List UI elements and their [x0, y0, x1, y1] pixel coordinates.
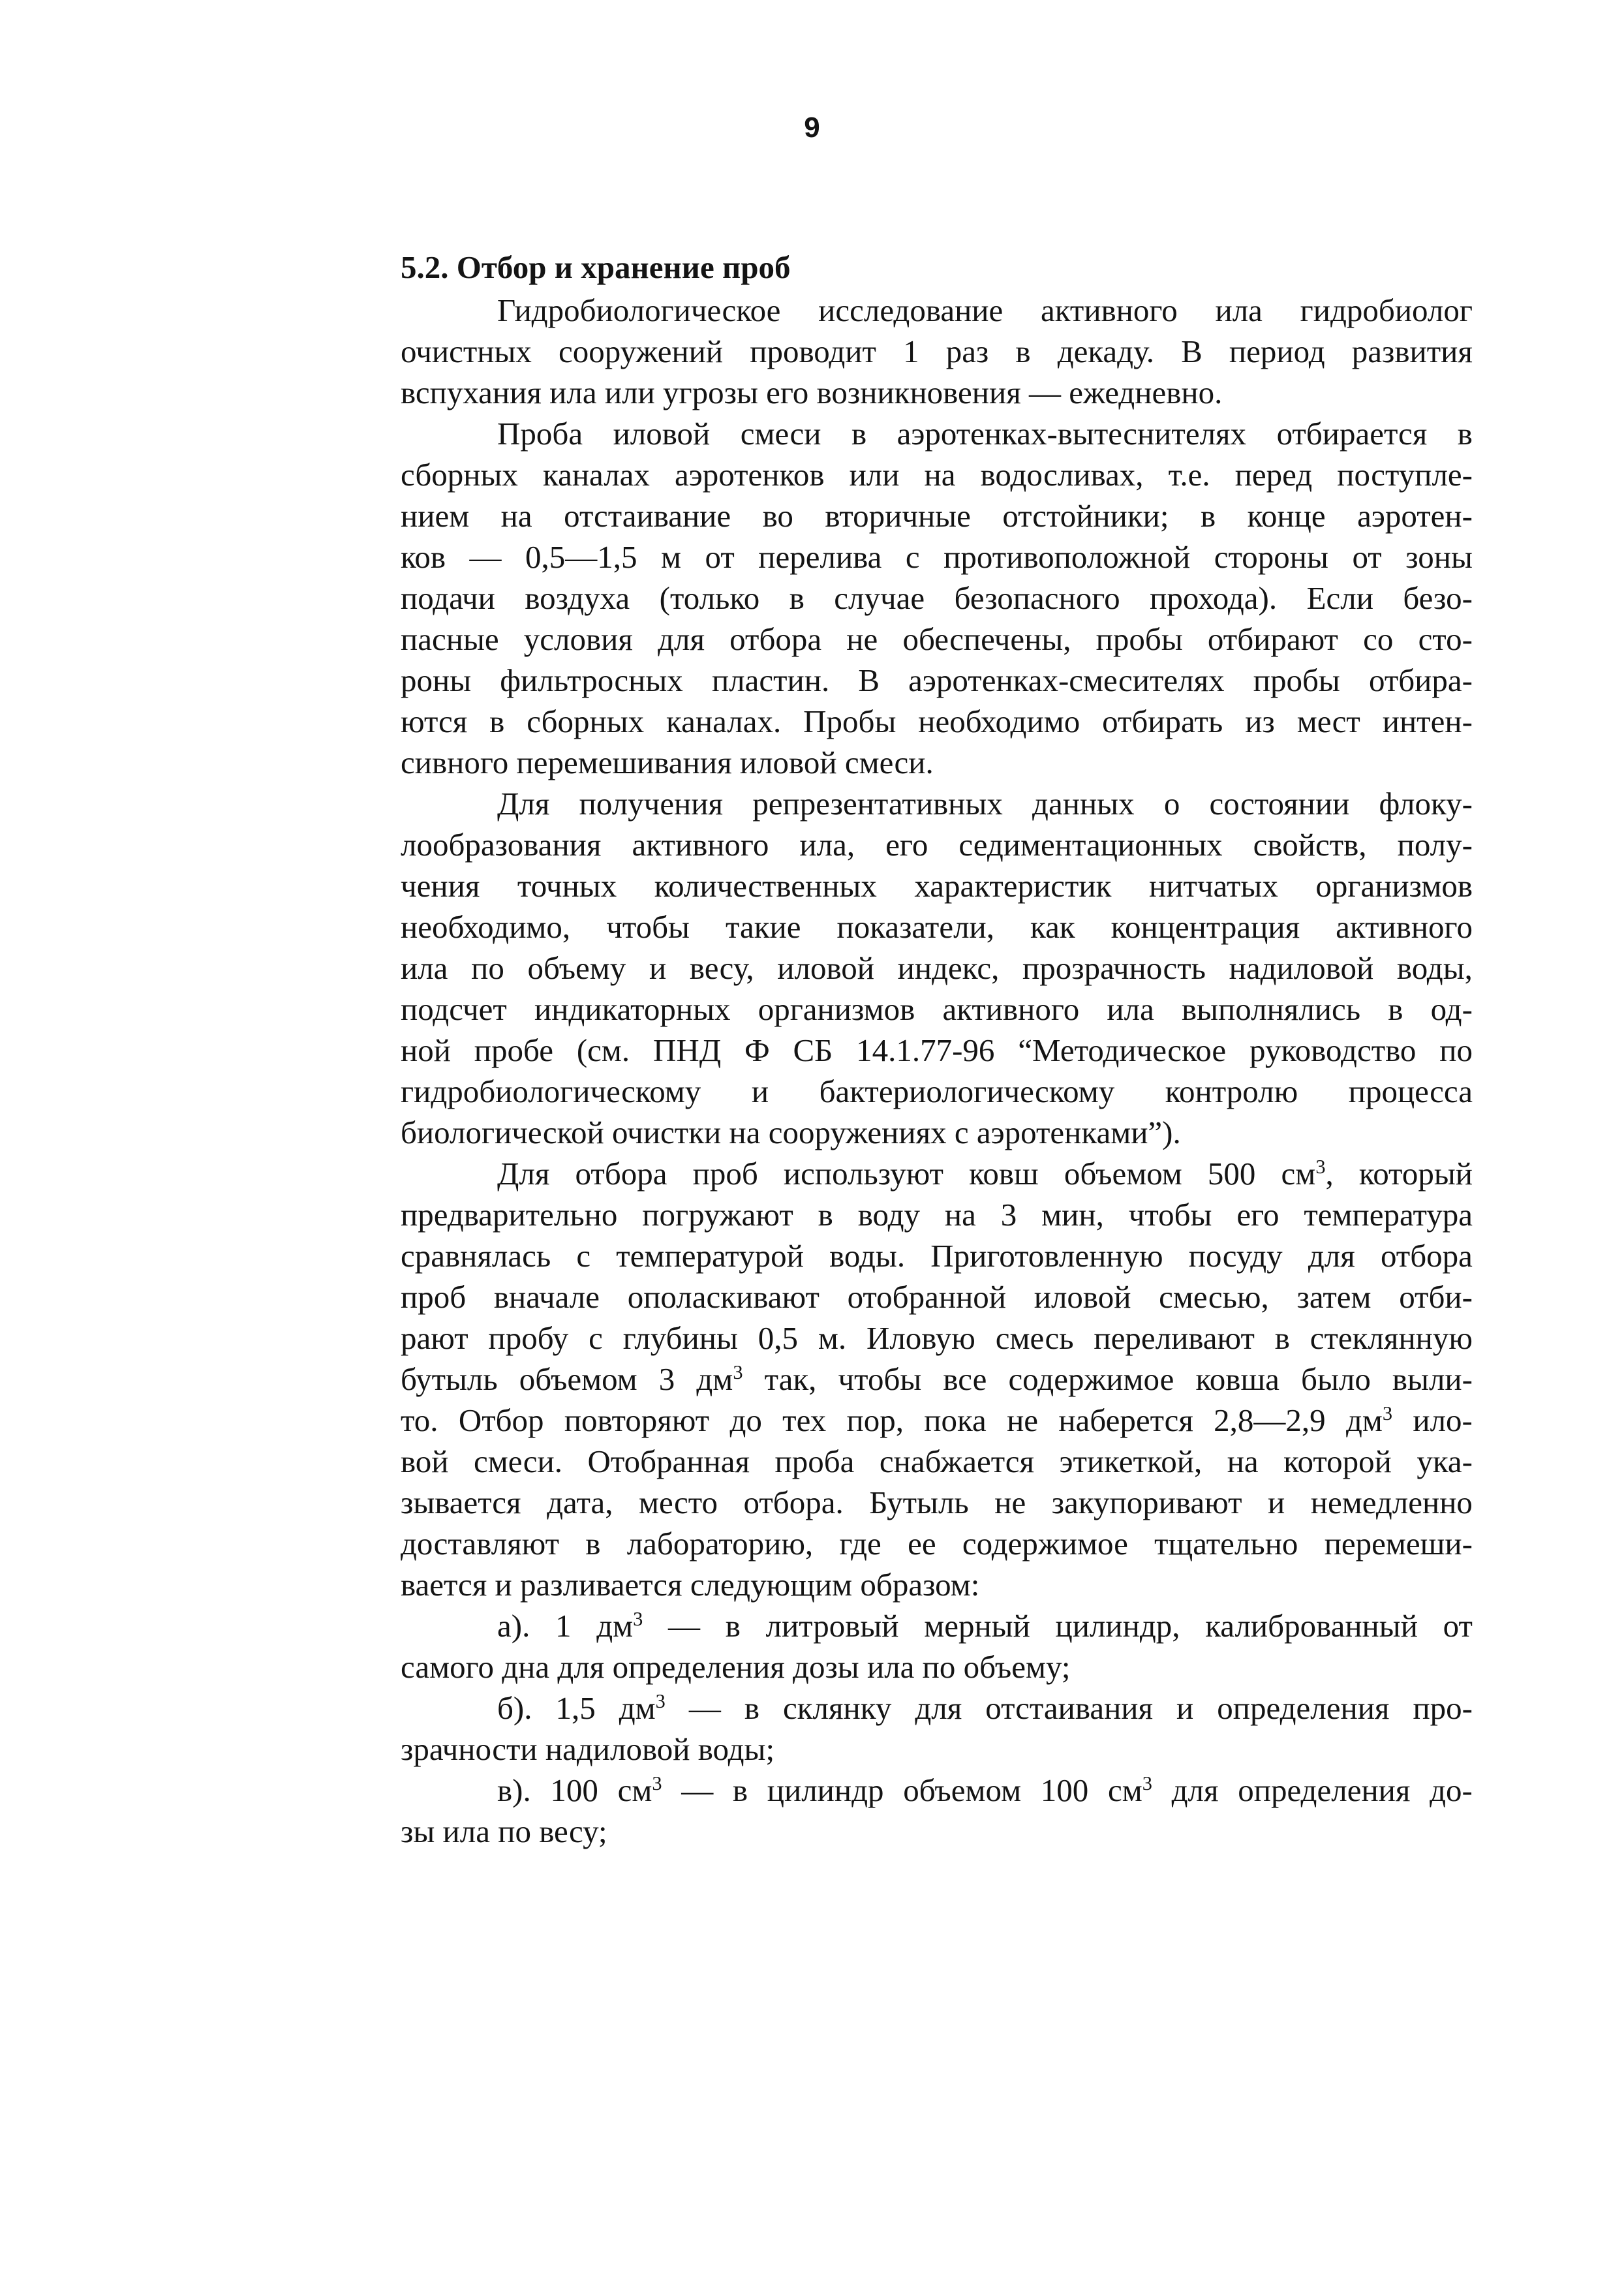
text-line: ной пробе (см. ПНД Ф СБ 14.1.77-96 “Методическое руководство по: [401, 1032, 1473, 1068]
text-line: чения точных количественных характеристик нитчатых организмов: [401, 868, 1473, 904]
text-line: в). 100 $см^3$ — в цилиндр объемом 100 $см^3$ для определения до-: [497, 1772, 1473, 1808]
paragraph: [401, 413, 1473, 783]
text-line: гидробиологическому и бактериологическому контролю процесса: [401, 1073, 1473, 1109]
text-line: пасные условия для отбора не обеспечены, пробы отбирают со сто-: [401, 621, 1473, 657]
text-line: вой смеси. Отобранная проба снабжается этикеткой, на которой ука-: [401, 1443, 1473, 1479]
text-line: сивного перемешивания иловой смеси.: [401, 745, 934, 780]
text-line: предварительно погружают в воду на 3 мин, чтобы его температура: [401, 1197, 1473, 1233]
text-line: зывается дата, место отбора. Бутыль не закупоривают и немедленно: [401, 1485, 1473, 1520]
paragraph: [401, 290, 1473, 413]
paragraph: [401, 1153, 1473, 1605]
text-line: ются в сборных каналах. Пробы необходимо отбирать из мест интен-: [401, 703, 1473, 739]
text-line: то. Отбор повторяют до тех пор, пока не наберется 2,8—2,9 $дм^3$ ило-: [401, 1402, 1473, 1438]
text-line: Для получения репрезентативных данных о состоянии флоку-: [497, 786, 1473, 822]
text-line: Гидробиологическое исследование активного ила гидробиолог: [497, 292, 1473, 328]
text-line: зрачности надиловой воды;: [401, 1731, 775, 1767]
text-line: бутыль объемом 3 $дм^3$ так, чтобы все содержимое ковша было выли-: [401, 1361, 1473, 1397]
text-line: доставляют в лабораторию, где ее содержимое тщательно перемеши-: [401, 1526, 1473, 1562]
text-line: сборных каналах аэротенков или на водосливах, т.е. перед поступле-: [401, 457, 1473, 493]
text-line: проб вначале ополаскивают отобранной иловой смесью, затем отби-: [401, 1279, 1473, 1315]
section-heading: 5.2. Отбор и хранение проб: [401, 249, 791, 285]
text-line: зы ила по весу;: [401, 1813, 607, 1849]
text-line: сравнялась с температурой воды. Приготовленную посуду для отбора: [401, 1238, 1473, 1274]
text-line: роны фильтросных пластин. В аэротенках-смесителях пробы отбира-: [401, 662, 1473, 698]
text-line: биологической очистки на сооружениях с аэротенками”).: [401, 1115, 1181, 1150]
text-line: ков — 0,5—1,5 м от перелива с противоположной стороны от зоны: [401, 539, 1473, 575]
text-line: самого дна для определения дозы ила по объему;: [401, 1649, 1071, 1685]
text-line: вспухания ила или угрозы его возникновения — ежедневно.: [401, 375, 1223, 410]
text-line: нием на отстаивание во вторичные отстойники; в конце аэротен-: [401, 498, 1473, 534]
text-line: а). 1 $дм^3$ — в литровый мерный цилиндр, калиброванный от: [497, 1608, 1473, 1644]
paragraph: [401, 1770, 1473, 1852]
paragraph: [401, 783, 1473, 1153]
text-line: очистных сооружений проводит 1 раз в декаду. В период развития: [401, 333, 1473, 369]
page-number: 9: [804, 112, 820, 144]
text-line: ила по объему и весу, иловой индекс, прозрачность надиловой воды,: [401, 950, 1473, 986]
text-line: вается и разливается следующим образом:: [401, 1567, 980, 1603]
text-line: необходимо, чтобы такие показатели, как концентрация активного: [401, 909, 1473, 945]
text-line: подачи воздуха (только в случае безопасного прохода). Если безо-: [401, 580, 1473, 616]
text-line: лообразования активного ила, его седиментационных свойств, полу-: [401, 827, 1473, 863]
text-line: рают пробу с глубины 0,5 м. Иловую смесь переливают в стеклянную: [401, 1320, 1473, 1356]
document-body: [401, 290, 1473, 1852]
paragraph: [401, 1687, 1473, 1770]
text-line: Для отбора проб используют ковш объемом 500 $см^3$, который: [497, 1156, 1473, 1192]
text-line: б). 1,5 $дм^3$ — в склянку для отстаивания и определения про-: [497, 1690, 1473, 1726]
text-line: Проба иловой смеси в аэротенках-вытеснителях отбирается в: [497, 416, 1473, 452]
text-line: подсчет индикаторных организмов активного ила выполнялись в од-: [401, 991, 1473, 1027]
paragraph: [401, 1605, 1473, 1687]
